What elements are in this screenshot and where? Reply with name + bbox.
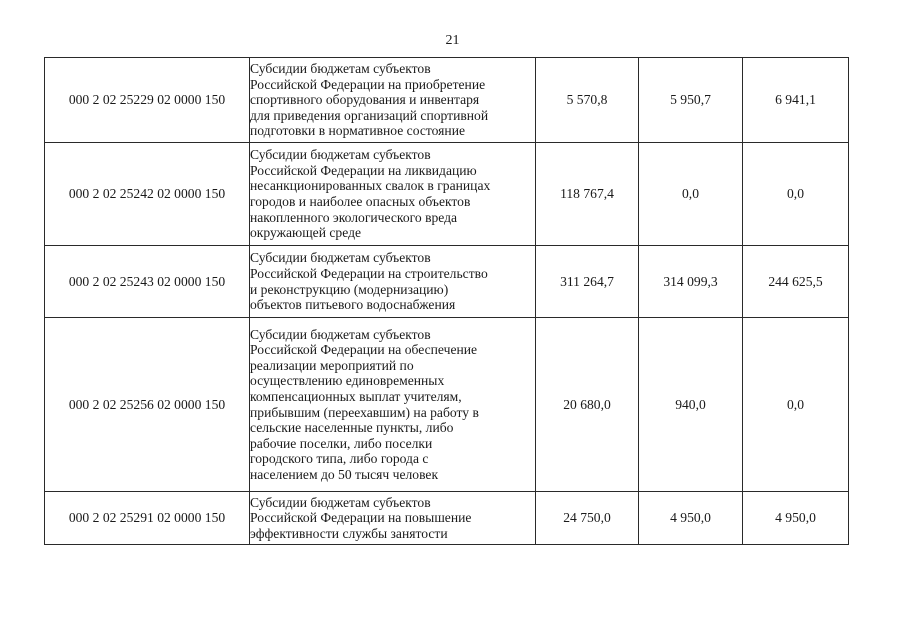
budget-code-cell: 000 2 02 25242 02 0000 150	[45, 143, 250, 246]
amount-cell-1: 5 570,8	[536, 58, 639, 143]
table-row	[45, 246, 849, 318]
description-cell	[250, 143, 536, 246]
amount-cell-3: 6 941,1	[743, 58, 849, 143]
description-line: осуществлению единовременных	[250, 373, 445, 389]
description-line: Субсидии бюджетам субъектов	[250, 326, 431, 342]
budget-code-cell: 000 2 02 25229 02 0000 150	[45, 58, 250, 143]
amount-cell-3: 4 950,0	[743, 492, 849, 545]
description-line: населением до 50 тысяч человек	[250, 466, 439, 482]
description-line: рабочие поселки, либо поселки	[250, 435, 433, 451]
amount-cell-1: 311 264,7	[536, 246, 639, 318]
description-line: Российской Федерации на приобретение	[250, 76, 486, 92]
description-line: для приведения организаций спортивной	[250, 107, 489, 123]
amount-cell-3: 0,0	[743, 143, 849, 246]
table-row	[45, 143, 849, 246]
description-line: сельские населенные пункты, либо	[250, 420, 454, 436]
description-line: эффективности службы занятости	[250, 525, 448, 541]
description-cell	[250, 492, 536, 545]
description-line: Субсидии бюджетам субъектов	[250, 494, 431, 510]
description-line: Субсидии бюджетам субъектов	[250, 61, 431, 77]
amount-cell-1: 24 750,0	[536, 492, 639, 545]
table-row	[45, 318, 849, 492]
description-line: Российской Федерации на ликвидацию	[250, 162, 477, 178]
description-line: подготовки в нормативное состояние	[250, 123, 466, 139]
budget-code-cell: 000 2 02 25256 02 0000 150	[45, 318, 250, 492]
amount-cell-2: 0,0	[639, 143, 743, 246]
description-line: Российской Федерации на обеспечение	[250, 342, 478, 358]
description-line: несанкционированных свалок в границах	[250, 178, 491, 194]
description-line: объектов питьевого водоснабжения	[250, 297, 456, 313]
description-line: и реконструкцию (модернизацию)	[250, 281, 449, 297]
amount-cell-1: 118 767,4	[536, 143, 639, 246]
amount-cell-1: 20 680,0	[536, 318, 639, 492]
description-cell	[250, 58, 536, 143]
amount-cell-2: 4 950,0	[639, 492, 743, 545]
budget-code-cell: 000 2 02 25291 02 0000 150	[45, 492, 250, 545]
amount-cell-3: 244 625,5	[743, 246, 849, 318]
description-line: прибывшим (переехавшим) на работу в	[250, 404, 479, 420]
description-cell	[250, 318, 536, 492]
description-line: спортивного оборудования и инвентаря	[250, 92, 480, 108]
description-line: Субсидии бюджетам субъектов	[250, 147, 431, 163]
amount-cell-2: 5 950,7	[639, 58, 743, 143]
description-line: Российской Федерации на повышение	[250, 510, 472, 526]
table-row	[45, 492, 849, 545]
description-line: городов и наиболее опасных объектов	[250, 194, 471, 209]
amount-cell-2: 314 099,3	[639, 246, 743, 318]
budget-table	[44, 57, 849, 545]
description-line: Российской Федерации на строительство	[250, 265, 488, 281]
description-line: реализации мероприятий по	[250, 357, 414, 373]
table-row	[45, 58, 849, 143]
description-line: Субсидии бюджетам субъектов	[250, 250, 431, 266]
budget-code-cell: 000 2 02 25243 02 0000 150	[45, 246, 250, 318]
amount-cell-2: 940,0	[639, 318, 743, 492]
description-line: городского типа, либо города с	[250, 451, 429, 467]
amount-cell-3: 0,0	[743, 318, 849, 492]
description-cell	[250, 246, 536, 318]
description-line: окружающей среде	[250, 225, 362, 241]
description-line: накопленного экологического вреда	[250, 209, 458, 225]
page-number: 21	[445, 33, 460, 48]
description-line: компенсационных выплат учителям,	[250, 388, 462, 404]
